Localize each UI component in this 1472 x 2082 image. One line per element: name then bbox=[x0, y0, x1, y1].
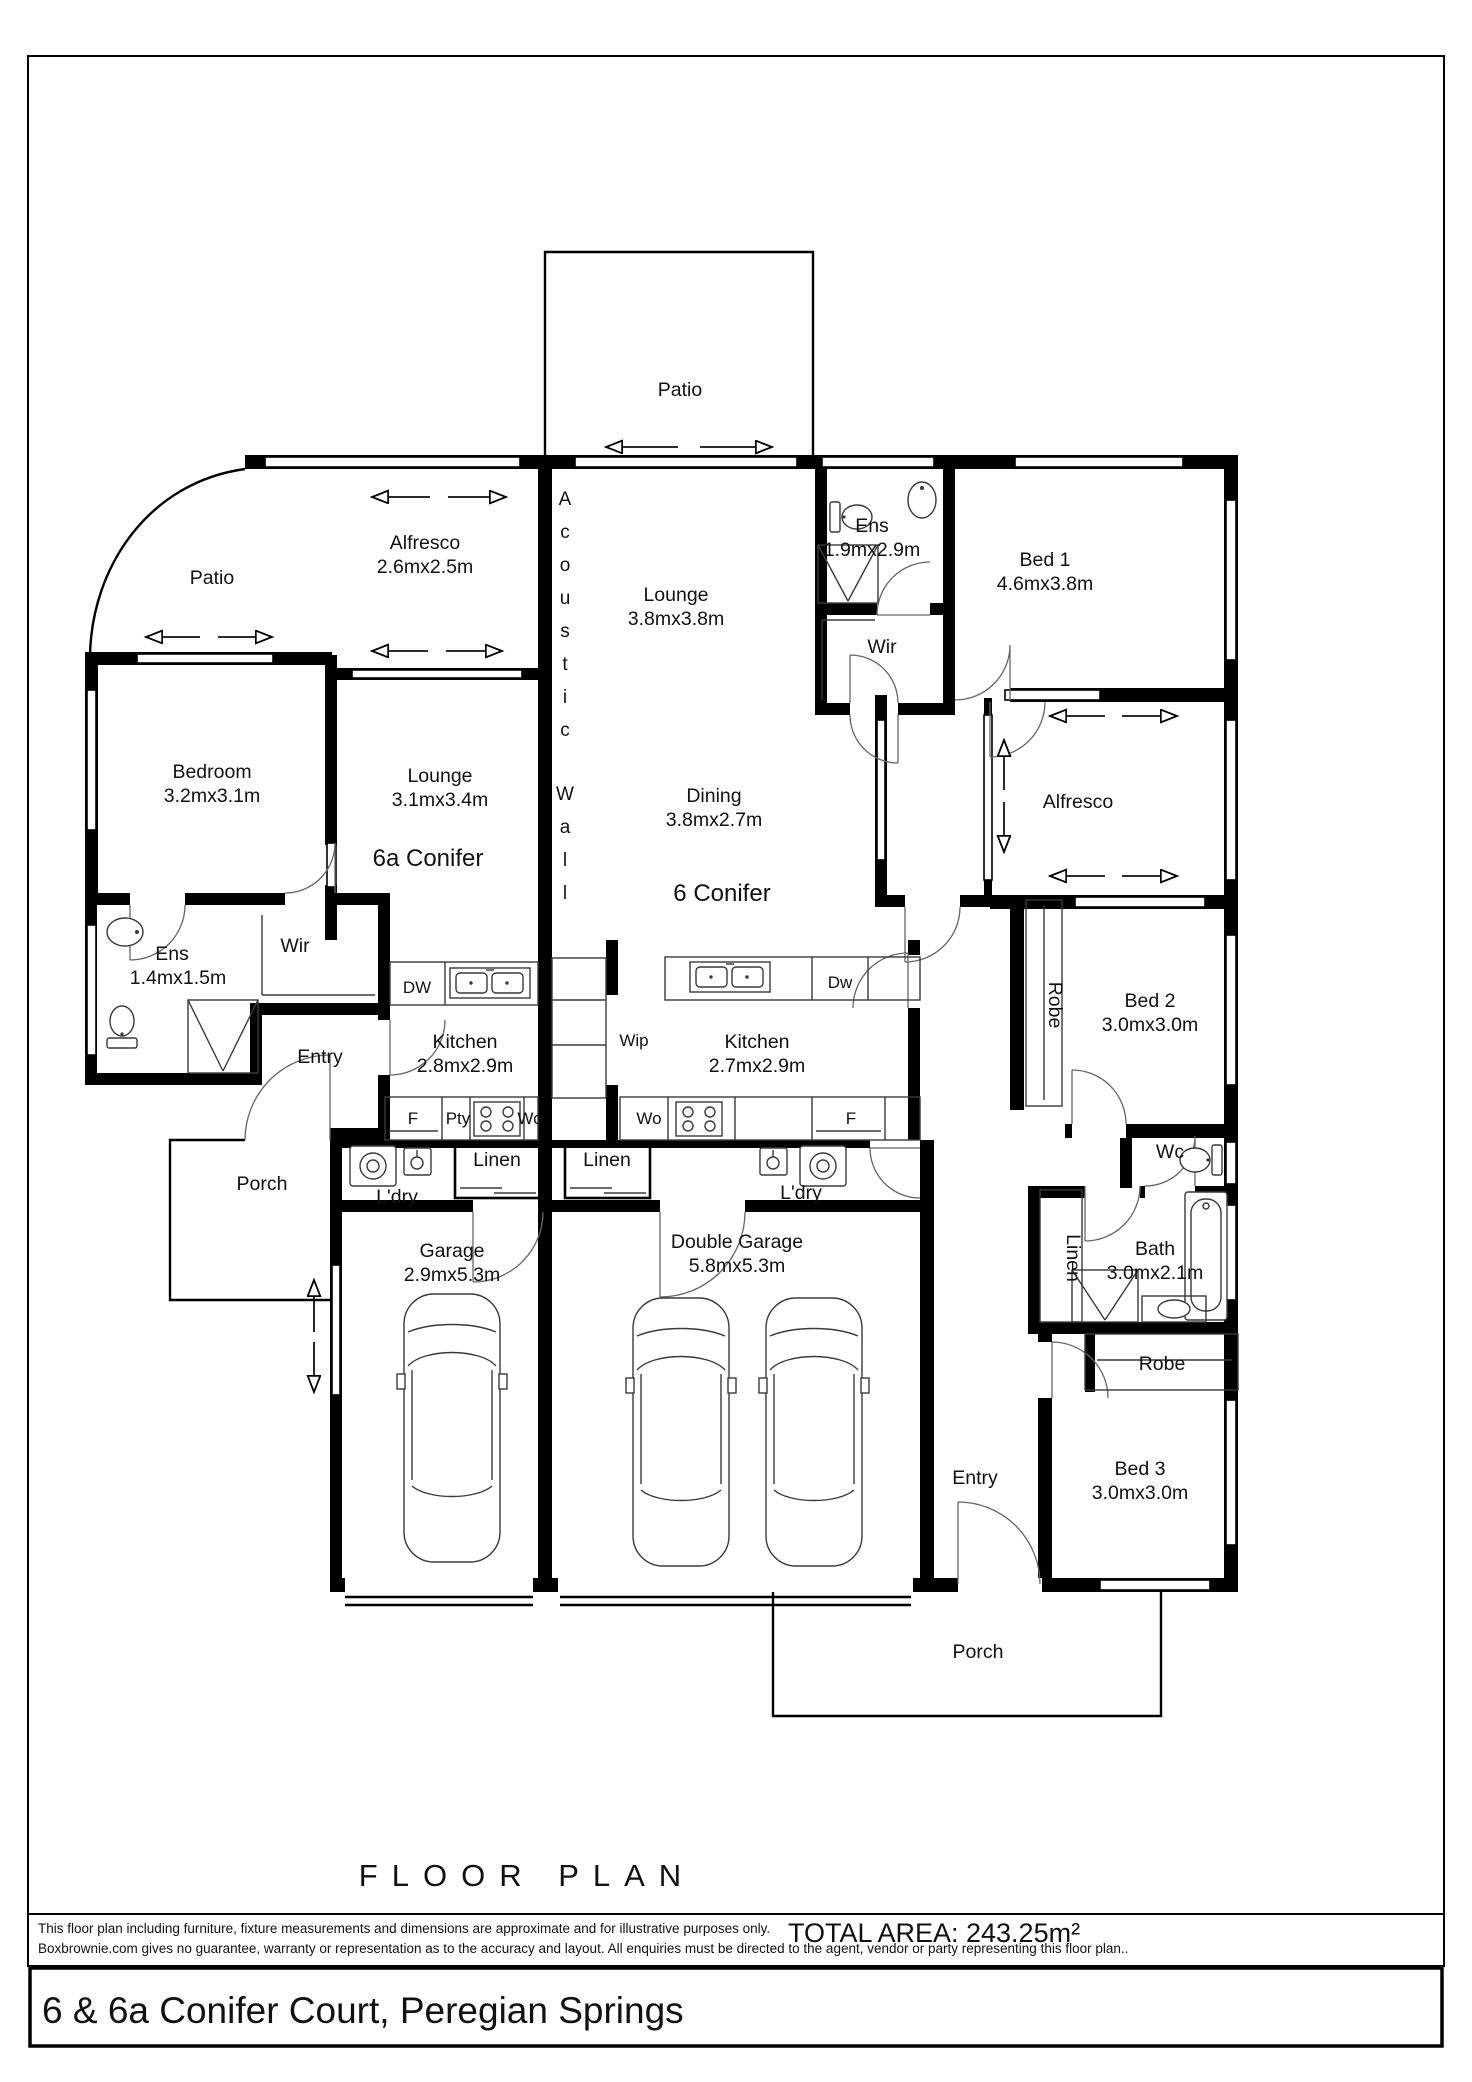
label-patio-left: Patio bbox=[189, 567, 235, 589]
label-ens-6a: Ens bbox=[155, 943, 189, 965]
label-linen-2: Linen bbox=[583, 1149, 631, 1171]
label-entry-6: Entry bbox=[952, 1467, 998, 1489]
label-bath-dims: 3.0mx2.1m bbox=[1106, 1262, 1204, 1284]
label-bed-1: Bed 1 bbox=[1019, 549, 1071, 571]
label-fridge-6: F bbox=[845, 1109, 857, 1128]
footer bbox=[38, 1858, 1128, 2031]
label-wc: Wc bbox=[1155, 1141, 1185, 1163]
label-wir-6a: Wir bbox=[280, 935, 310, 957]
label-acoustic-wall: W a l l bbox=[556, 784, 574, 904]
label-double-garage-dims: 5.8mx5.3m bbox=[688, 1255, 786, 1277]
label-kitchen-6a: Kitchen bbox=[432, 1031, 498, 1053]
label-kitchen-6a-dims: 2.8mx2.9m bbox=[416, 1055, 514, 1077]
outdoor-structures bbox=[90, 252, 1161, 1716]
label-alfresco-6a-dims: 2.6mx2.5m bbox=[376, 556, 474, 578]
label-lounge-6-dims: 3.8mx3.8m bbox=[627, 608, 725, 630]
wir-6a-shelf bbox=[262, 915, 375, 995]
label-dw-6: Dw bbox=[827, 973, 853, 992]
label-wo-6a: Wo bbox=[517, 1109, 543, 1128]
label-dining-dims: 3.8mx2.7m bbox=[665, 809, 763, 831]
label-lounge-6a-dims: 3.1mx3.4m bbox=[391, 789, 489, 811]
label-linen-bath: Linen bbox=[1062, 1234, 1084, 1282]
label-bed-3-dims: 3.0mx3.0m bbox=[1091, 1482, 1189, 1504]
total-area-label: TOTAL AREA: bbox=[788, 1918, 959, 1948]
label-garage: Garage bbox=[419, 1240, 485, 1262]
label-kitchen-6-dims: 2.7mx2.9m bbox=[708, 1055, 806, 1077]
label-porch-6: Porch bbox=[952, 1641, 1004, 1663]
label-acoustic: A c o u s t i c bbox=[558, 489, 572, 741]
total-area-value: 243.25m² bbox=[966, 1918, 1081, 1948]
label-dining: Dining bbox=[686, 785, 742, 807]
label-ldry-6: L'dry bbox=[780, 1182, 822, 1204]
garage-door-line bbox=[345, 1597, 533, 1605]
label-robe-bed2: Robe bbox=[1044, 981, 1066, 1029]
label-fridge-6a: F bbox=[407, 1109, 419, 1128]
label-alfresco-6a: Alfresco bbox=[389, 532, 461, 554]
label-entry-6a: Entry bbox=[297, 1046, 343, 1068]
address: 6 & 6a Conifer Court, Peregian Springs bbox=[42, 1990, 684, 2031]
label-bed-1-dims: 4.6mx3.8m bbox=[996, 573, 1094, 595]
door-arcs bbox=[130, 562, 1195, 1584]
label-bedroom-6a: Bedroom bbox=[172, 761, 252, 783]
disclaimer-line-2: Boxbrownie.com gives no guarantee, warranty or representation as to the accuracy and layout. All enquiries must be directed to the agent, vendor or party representing this floor plan.. bbox=[38, 1941, 1129, 1956]
label-unit-6: 6 Conifer bbox=[673, 880, 771, 907]
label-kitchen-6: Kitchen bbox=[724, 1031, 790, 1053]
label-ldry-6a: L'dry bbox=[376, 1186, 418, 1208]
disclaimer-line-1: This floor plan including furniture, fixture measurements and dimensions are approximate and for illustrative purposes only. bbox=[38, 1921, 771, 1936]
label-double-garage: Double Garage bbox=[670, 1231, 804, 1253]
label-unit-6a: 6a Conifer bbox=[372, 845, 484, 872]
label-pty: Pty bbox=[445, 1109, 471, 1128]
floor-plan-title: FLOOR PLAN bbox=[358, 1858, 696, 1893]
label-lounge-6: Lounge bbox=[643, 584, 709, 606]
label-ens-6-dims: 1.9mx2.9m bbox=[823, 539, 921, 561]
label-lounge-6a: Lounge bbox=[407, 765, 473, 787]
double-garage-door-line bbox=[560, 1597, 911, 1605]
cars bbox=[397, 1294, 869, 1566]
label-porch-6a: Porch bbox=[236, 1173, 288, 1195]
label-bed-3: Bed 3 bbox=[1114, 1458, 1166, 1480]
label-ens-6: Ens bbox=[855, 515, 889, 537]
label-garage-dims: 2.9mx5.3m bbox=[403, 1264, 501, 1286]
label-alfresco-6: Alfresco bbox=[1042, 791, 1114, 813]
label-bed-2: Bed 2 bbox=[1124, 990, 1176, 1012]
label-dw-6a: DW bbox=[402, 978, 432, 997]
label-bed-2-dims: 3.0mx3.0m bbox=[1101, 1014, 1199, 1036]
porch-6a-outline bbox=[170, 1140, 330, 1300]
label-robe-bed3: Robe bbox=[1138, 1353, 1186, 1375]
label-bath: Bath bbox=[1134, 1238, 1176, 1260]
label-linen-1: Linen bbox=[473, 1149, 521, 1171]
label-wo-6: Wo bbox=[636, 1109, 662, 1128]
label-wip: Wip bbox=[619, 1031, 649, 1050]
label-patio-top: Patio bbox=[657, 379, 703, 401]
label-bedroom-6a-dims: 3.2mx3.1m bbox=[163, 785, 261, 807]
wir-6-shelf bbox=[822, 620, 875, 700]
patio-top-outline bbox=[545, 252, 813, 455]
label-wir-6: Wir bbox=[867, 636, 897, 658]
label-ens-6a-dims: 1.4mx1.5m bbox=[129, 967, 227, 989]
patio-left-curve bbox=[90, 469, 245, 655]
